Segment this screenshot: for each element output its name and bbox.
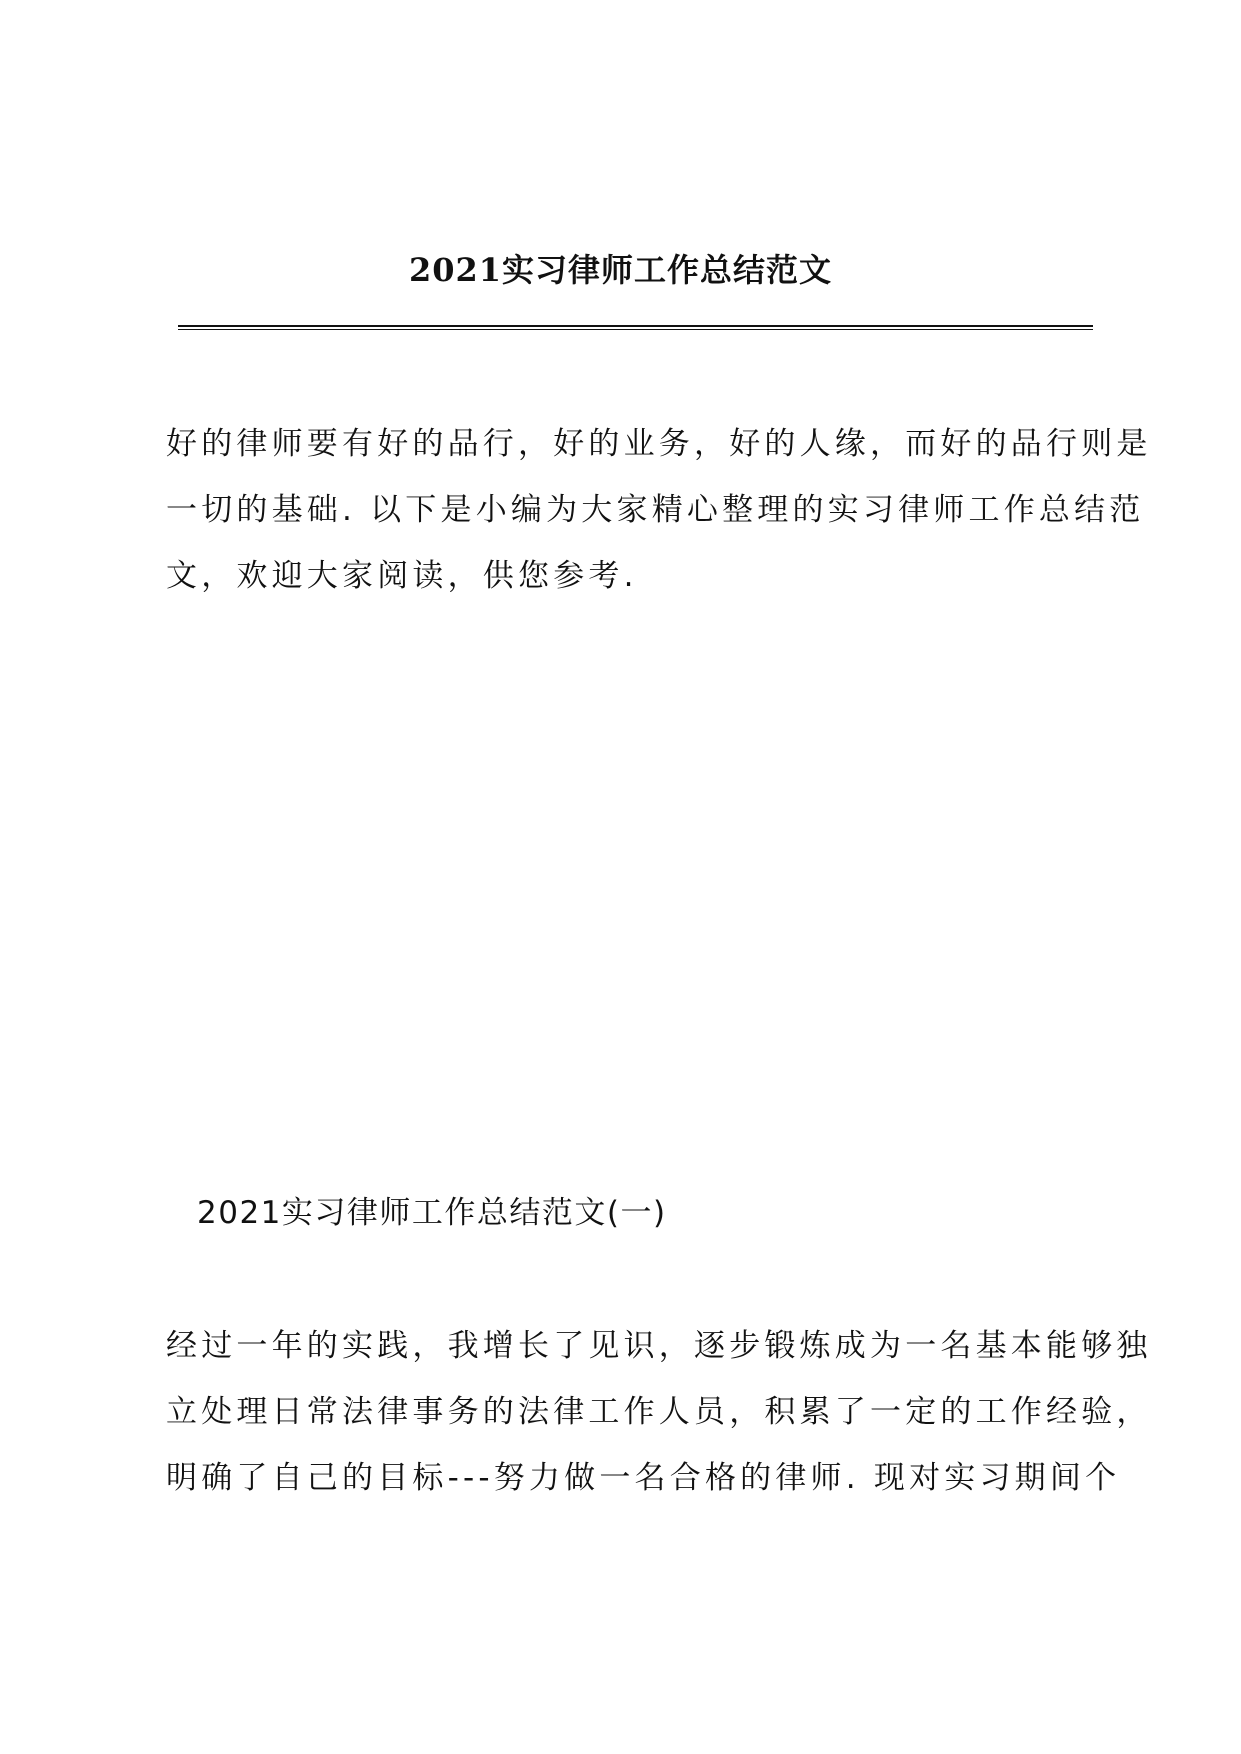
intro-line: 好的律师要有好的品行，好的业务，好的人缘，而好的品行则是 [166,426,1152,462]
body-line: 经过一年的实践，我增长了见识，逐步锻炼成为一名基本能够独 [166,1328,1152,1364]
title-divider [178,325,1093,330]
document-title: 2021实习律师工作总结范文 [408,251,833,289]
section-heading: 2021实习律师工作总结范文(一) [197,1195,667,1231]
body-line: 明确了自己的目标---努力做一名合格的律师. 现对实习期间个 [166,1460,1121,1496]
body-paragraph [166,1313,1152,1511]
intro-paragraph [166,411,1152,609]
intro-line: 文，欢迎大家阅读，供您参考. [166,558,638,594]
intro-line: 一切的基础. 以下是小编为大家精心整理的实习律师工作总结范 [166,492,1145,528]
body-line: 立处理日常法律事务的法律工作人员，积累了一定的工作经验， [166,1394,1152,1430]
